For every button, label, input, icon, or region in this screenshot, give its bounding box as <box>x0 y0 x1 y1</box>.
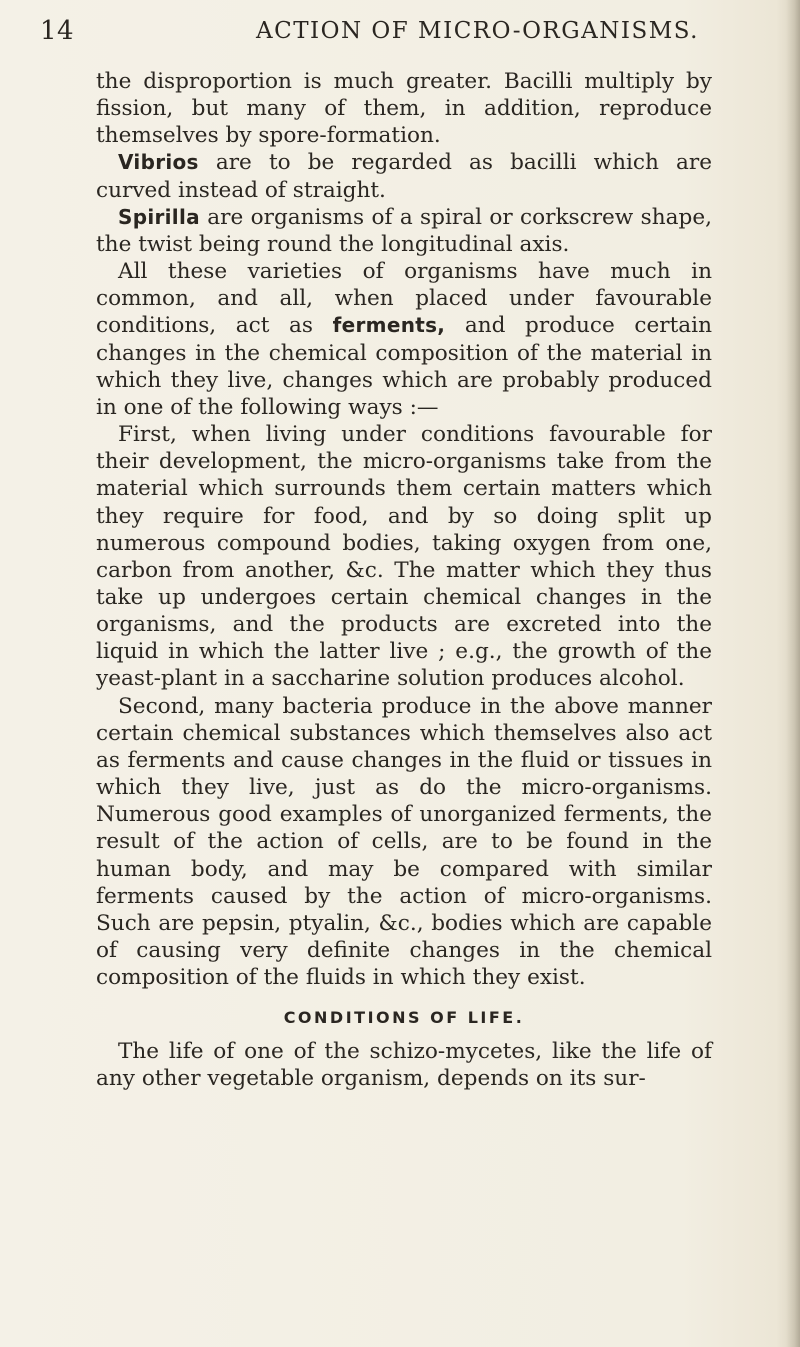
paragraph-text: and produce certain changes in the chemical composition of the material in which they live, changes which are probably produced in one of the following ways :— <box>96 313 712 420</box>
paragraph-second <box>96 693 712 992</box>
page-edge-shadow <box>786 0 800 1347</box>
paragraph-text: The life of one of the schizo-mycetes, like the life of any other vegetable organism, depends on its sur- <box>96 1039 712 1092</box>
running-head: ACTION OF MICRO-ORGANISMS. <box>256 18 699 44</box>
paragraph-spirilla <box>96 204 712 258</box>
paragraph-text: Second, many bacteria produce in the above manner certain chemical substances which themselves also act as ferments and cause changes in the fluid or tissues in which they live, just as do the micro-organisms. Numerous good examples of unorganized ferments, the result of the action of cells, are to be found in the human body, and may be compared with similar ferments caused by the action of micro-organisms. Such are pepsin, ptyalin, &c., bodies which are capable of causing very definite changes in the chemical composition of the fluids in which they exist. <box>96 693 712 991</box>
paragraph-conditions-of-life <box>96 1038 712 1092</box>
term-vibrios: Vibrios <box>118 150 199 175</box>
paragraph-vibrios <box>96 149 712 203</box>
section-heading: CONDITIONS OF LIFE. <box>283 1008 525 1028</box>
term-ferments: ferments, <box>332 313 446 338</box>
paragraph-text: First, when living under conditions favourable for their development, the micro-organisms take from the material which surrounds them certain matters which they require for food, and by so doing split up numerous compound bodies, taking oxygen from one, carbon from another, &c. The matter which they thus take up undergoes certain chemical changes in the organisms, and the products are excreted into the liquid in which the latter live ; e.g., the growth of the yeast-plant in a saccharine solution produces alcohol. <box>96 422 712 692</box>
paragraph-text: All these varieties of organisms have much in common, and all, when placed under favourable conditions, act as <box>96 259 712 339</box>
page-number: 14 <box>40 16 75 46</box>
paragraph-text: the disproportion is much greater. Bacilli multiply by fission, but many of them, in addition, reproduce themselves by spore-formation. <box>96 69 712 149</box>
paragraph-text: are organisms of a spiral or corkscrew shape, the twist being round the longitudinal axis. <box>96 204 712 257</box>
paragraph-continuation <box>96 68 712 149</box>
paragraph-first <box>96 421 712 693</box>
page-header <box>40 16 760 60</box>
paragraph-ferments <box>96 258 712 421</box>
term-spirilla: Spirilla <box>118 204 200 229</box>
body-text <box>96 68 712 1093</box>
paragraph-text: are to be regarded as bacilli which are curved instead of straight. <box>96 150 712 203</box>
